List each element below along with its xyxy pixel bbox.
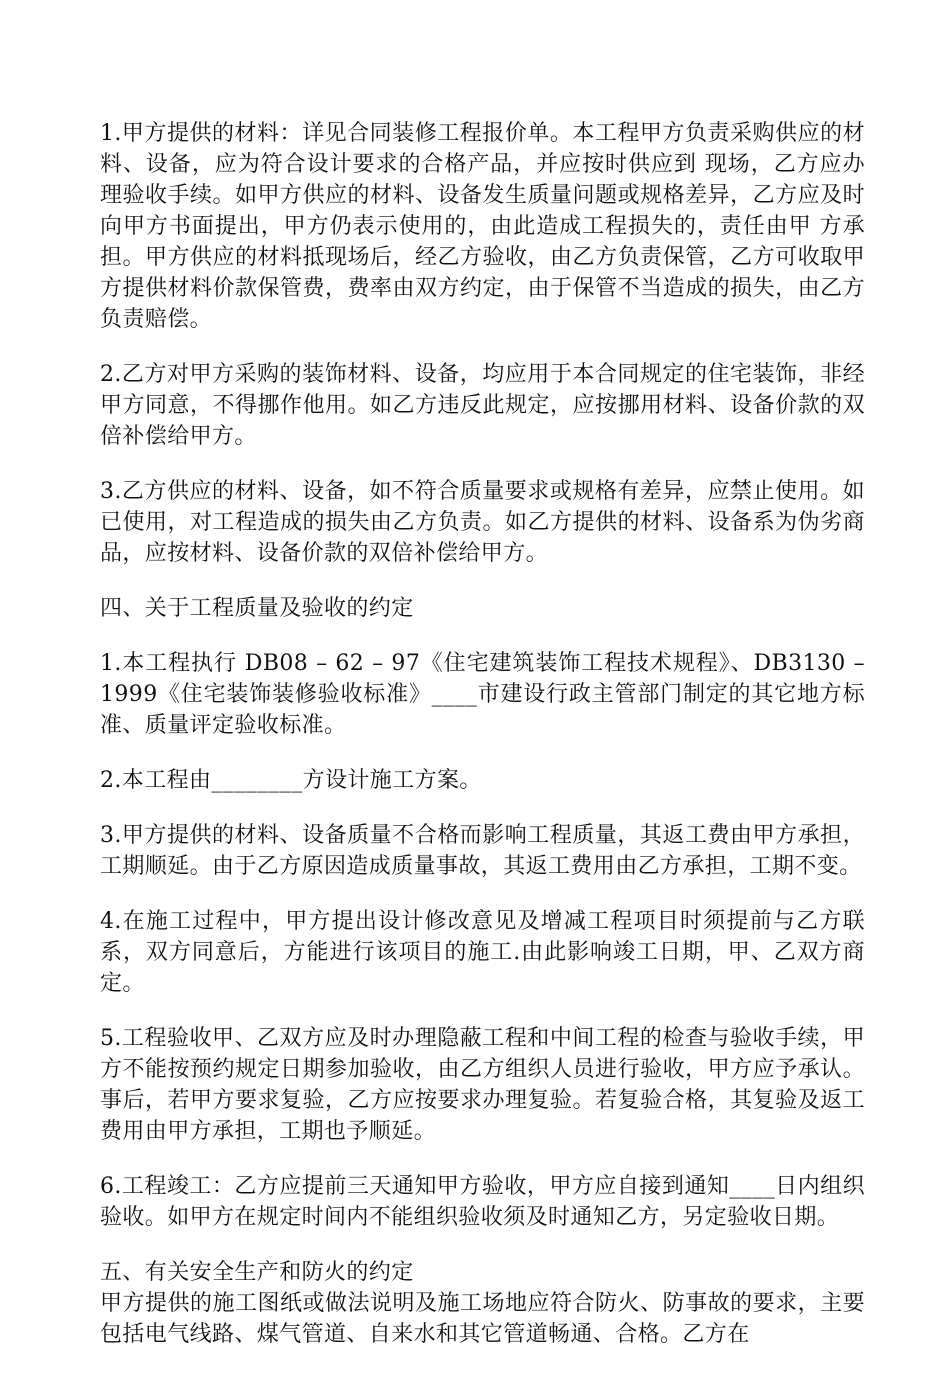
paragraph-contractor-materials: 3.乙方供应的材料、设备，如不符合质量要求或规格有差异，应禁止使用。如已使用，对工程造成的损失由乙方负责。如乙方提供的材料、设备系为伪劣商品，应按材料、设备价款的双倍补偿给甲方。: [100, 479, 865, 566]
document-page: [100, 118, 865, 1374]
section-heading-safety: 五、有关安全生产和防火的约定: [100, 1260, 414, 1285]
paragraph-fire-safety: 甲方提供的施工图纸或做法说明及施工场地应符合防火、防事故的要求，主要包括电气线路、煤气管道、自来水和其它管道畅通、合格。乙方在: [100, 1291, 865, 1347]
paragraph-design-party: 2.本工程由________方设计施工方案。: [100, 768, 482, 793]
paragraph-rework-cost: 3.甲方提供的材料、设备质量不合格而影响工程质量，其返工费由甲方承担，工期顺延。由于乙方原因造成质量事故，其返工费用由乙方承担，工期不变。: [100, 823, 865, 879]
paragraph-standards: 1.本工程执行 DB08 – 62 – 97《住宅建筑装饰工程技术规程》、DB3130 –1999《住宅装饰装修验收标准》____市建设行政主管部门制定的其它地方标准、质量评定验收标准。: [100, 651, 865, 738]
paragraph-material-use: 2.乙方对甲方采购的装饰材料、设备，均应用于本合同规定的住宅装饰，非经甲方同意，不得挪作他用。如乙方违反此规定，应按挪用材料、设备价款的双倍补偿给甲方。: [100, 362, 865, 449]
paragraph-design-changes: 4.在施工过程中，甲方提出设计修改意见及增减工程项目时须提前与乙方联系，双方同意后，方能进行该项目的施工.由此影响竣工日期，甲、乙双方商定。: [100, 909, 865, 996]
paragraph-inspection: 5.工程验收甲、乙双方应及时办理隐蔽工程和中间工程的检查与验收手续，甲方不能按预约规定日期参加验收，由乙方组织人员进行验收，甲方应予承认。事后，若甲方要求复验，乙方应按要求办理复验。若复验合格，其复验及返工费用由甲方承担，工期也予顺延。: [100, 1026, 865, 1144]
paragraph-completion: 6.工程竣工：乙方应提前三天通知甲方验收，甲方应自接到通知____日内组织验收。如甲方在规定时间内不能组织验收须及时通知乙方，另定验收日期。: [100, 1174, 865, 1230]
paragraph-material-supply: 1.甲方提供的材料：详见合同装修工程报价单。本工程甲方负责采购供应的材料、设备，应为符合设计要求的合格产品，并应按时供应到 现场，乙方应办理验收手续。如甲方供应的材料、设备发生质量问题或规格差异，乙方应及时向甲方书面提出，甲方仍表示使用的，由此造成工程损失的，责任由甲 方承担。甲方供应的材料抵现场后，经乙方验收，由乙方负责保管，乙方可收取甲方提供材料价款保管费，费率由双方约定，由于保管不当造成的损失，由乙方负责赔偿。: [100, 121, 865, 332]
section-heading-quality: 四、关于工程质量及验收的约定: [100, 596, 414, 621]
